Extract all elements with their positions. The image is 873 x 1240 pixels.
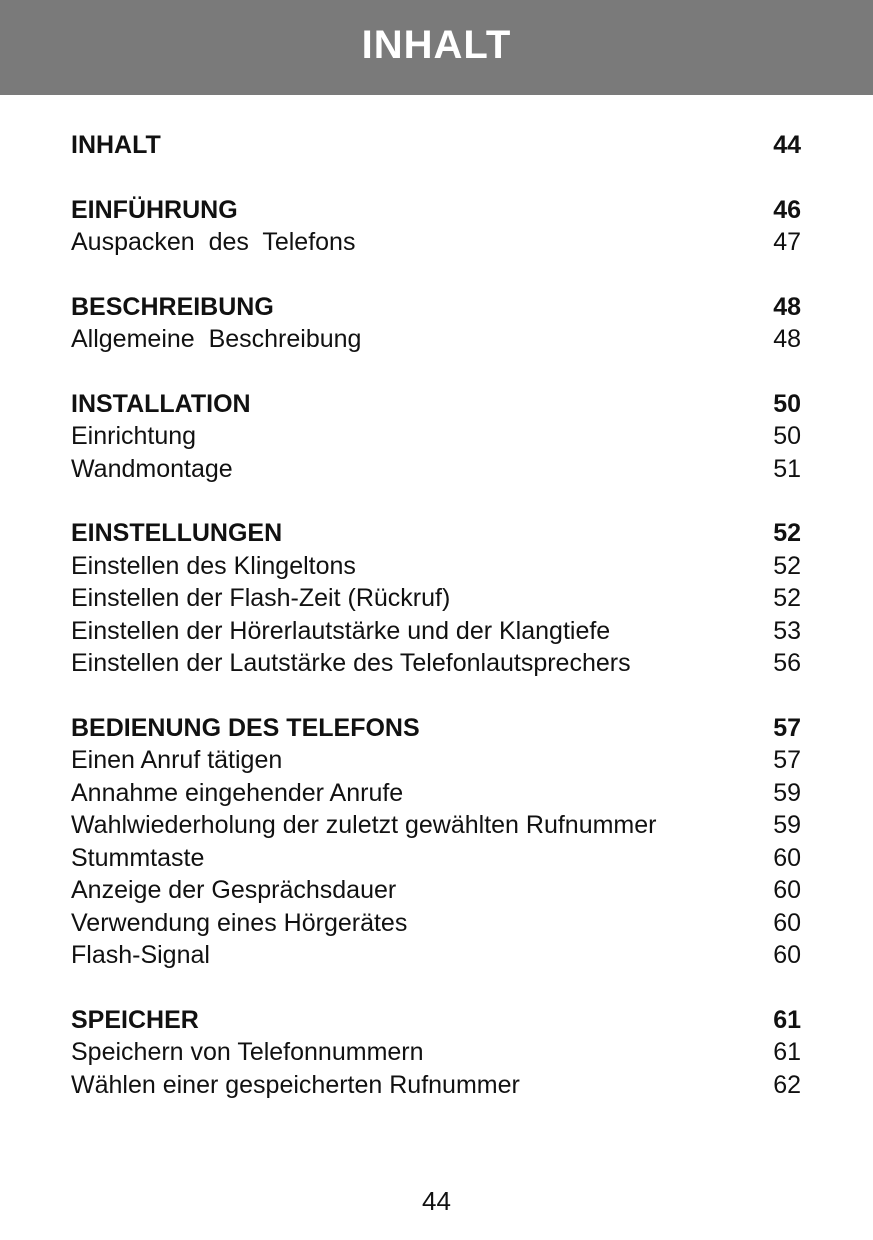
toc-section [71, 1004, 801, 1102]
toc-entry-title: Einstellen des Klingeltons [71, 551, 356, 580]
toc-entry-row [71, 939, 801, 972]
toc-entry-row [71, 777, 801, 810]
header-bar [0, 0, 873, 95]
toc-entry-page: 57 [773, 746, 801, 774]
toc-entry-page: 59 [773, 811, 801, 839]
toc-entry-page: 62 [773, 1070, 801, 1099]
toc-entry-page: 50 [773, 422, 801, 450]
toc-entry-page: 56 [773, 649, 801, 677]
toc-heading-title: EINSTELLUNGEN [71, 519, 283, 547]
toc-heading-page: 57 [773, 713, 801, 742]
toc-heading-row [71, 517, 801, 550]
toc-entry-page: 60 [773, 941, 801, 969]
toc-heading-row [71, 194, 801, 227]
toc-heading-page: 44 [773, 131, 801, 159]
toc-entry-title: Einen Anruf tätigen [71, 746, 283, 774]
toc-entry-title: Speichern von Telefonnummern [71, 1038, 424, 1066]
toc-section [71, 517, 801, 680]
toc-entry-page: 61 [773, 1038, 801, 1066]
toc-entry-title: Einstellen der Hörerlautstärke und der Klangtiefe [71, 616, 611, 645]
toc-heading-title: INSTALLATION [71, 389, 251, 418]
toc-section [71, 194, 801, 259]
toc-entry-row [71, 809, 801, 842]
toc-section [71, 388, 801, 486]
toc-entry-row [71, 842, 801, 875]
toc-entry-row [71, 744, 801, 777]
toc-entry-page: 60 [773, 876, 801, 904]
toc-entry-title: Wahlwiederholung der zuletzt gewählten Rufnummer [71, 811, 657, 839]
toc-heading-page: 46 [773, 195, 801, 224]
toc-entry-page: 51 [773, 454, 801, 483]
toc-heading-row [71, 291, 801, 324]
toc-entry-title: Auspacken des Telefons [71, 228, 356, 256]
toc-heading-title: SPEICHER [71, 1005, 199, 1034]
toc-entry-page: 52 [773, 584, 801, 612]
toc-heading-row [71, 712, 801, 745]
toc-entry-title: Stummtaste [71, 843, 205, 872]
toc-entry-title: Allgemeine Beschreibung [71, 325, 362, 353]
toc-entry-row [71, 1069, 801, 1102]
toc-entry-title: Wählen einer gespeicherten Rufnummer [71, 1070, 520, 1099]
toc-entry-title: Anzeige der Gesprächsdauer [71, 876, 397, 904]
toc-entry-page: 48 [773, 325, 801, 353]
toc-entry-title: Einstellen der Flash-Zeit (Rückruf) [71, 584, 451, 612]
toc-entry-row [71, 453, 801, 486]
table-of-contents [71, 129, 801, 1133]
toc-entry-page: 60 [773, 908, 801, 937]
toc-section [71, 712, 801, 972]
toc-heading-page: 61 [773, 1005, 801, 1034]
toc-entry-row [71, 615, 801, 648]
toc-entry-row [71, 874, 801, 907]
toc-entry-row [71, 420, 801, 453]
toc-heading-row [71, 129, 801, 162]
page-title: INHALT [361, 23, 512, 67]
toc-entry-title: Einrichtung [71, 422, 197, 450]
toc-entry-page: 52 [773, 551, 801, 580]
toc-entry-row [71, 582, 801, 615]
toc-section [71, 129, 801, 162]
page-number: 44 [422, 1186, 451, 1216]
toc-entry-row [71, 550, 801, 583]
toc-section [71, 291, 801, 356]
toc-entry-title: Verwendung eines Hörgerätes [71, 908, 408, 937]
toc-heading-title: EINFÜHRUNG [71, 195, 238, 224]
toc-entry-page: 47 [773, 228, 801, 256]
toc-entry-row [71, 1036, 801, 1069]
toc-entry-page: 60 [773, 843, 801, 872]
toc-entry-title: Annahme eingehender Anrufe [71, 778, 404, 807]
toc-heading-title: INHALT [71, 131, 161, 159]
toc-entry-row [71, 226, 801, 259]
toc-heading-page: 52 [773, 519, 801, 547]
toc-heading-page: 50 [773, 389, 801, 418]
toc-entry-page: 59 [773, 778, 801, 807]
toc-heading-title: BEDIENUNG DES TELEFONS [71, 713, 420, 742]
toc-entry-page: 53 [773, 616, 801, 645]
toc-entry-row [71, 907, 801, 940]
toc-heading-row [71, 388, 801, 421]
toc-entry-row [71, 647, 801, 680]
toc-entry-title: Flash-Signal [71, 941, 210, 969]
toc-heading-title: BESCHREIBUNG [71, 292, 274, 321]
toc-entry-title: Einstellen der Lautstärke des Telefonlautsprechers [71, 649, 631, 677]
toc-heading-page: 48 [773, 292, 801, 321]
toc-heading-row [71, 1004, 801, 1037]
toc-entry-title: Wandmontage [71, 454, 233, 483]
toc-entry-row [71, 323, 801, 356]
